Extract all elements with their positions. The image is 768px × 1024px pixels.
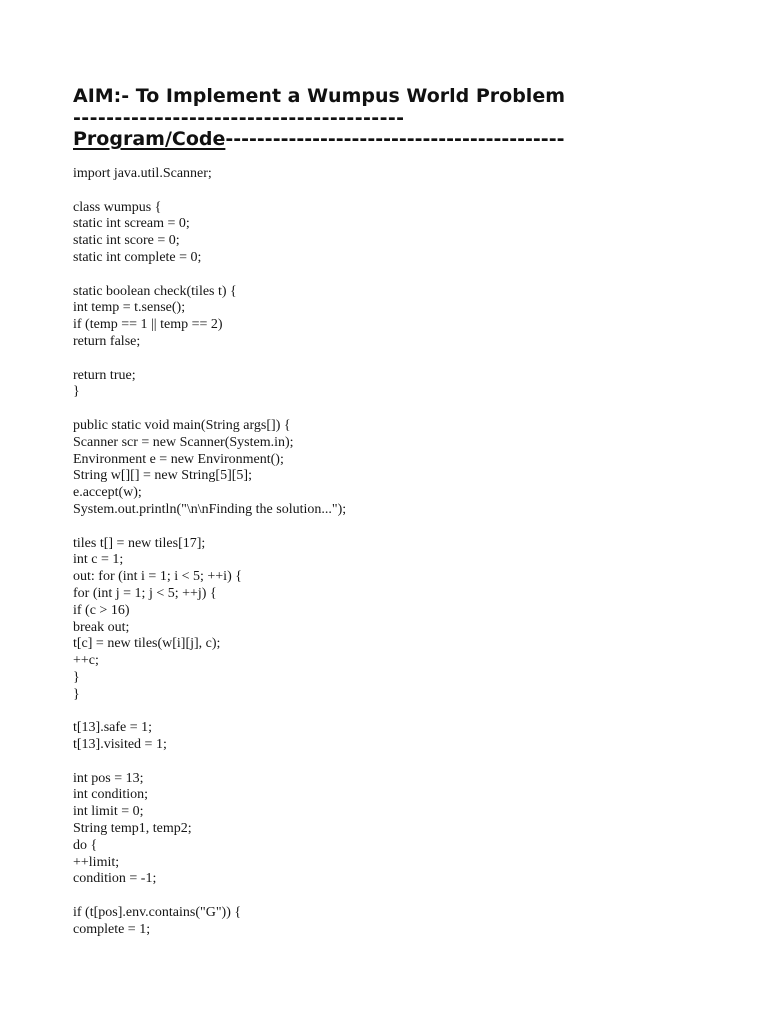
code-line: ++c; — [73, 653, 99, 669]
code-line: return false; — [73, 333, 141, 349]
code-line: out: for (int i = 1; i < 5; ++i) { — [73, 569, 242, 585]
code-line — [73, 267, 346, 284]
code-line: } — [73, 384, 80, 400]
code-line: System.out.println("\n\nFinding the solution..."); — [73, 501, 347, 517]
code-line: import java.util.Scanner; — [73, 166, 212, 181]
code-line: t[13].safe = 1; — [73, 720, 153, 736]
code-line: int temp = t.sense(); — [73, 300, 186, 316]
code-line — [73, 704, 346, 721]
code-line: break out; — [73, 619, 130, 635]
code-line: static boolean check(tiles t) { — [73, 283, 237, 299]
aim-heading: AIM:- To Implement a Wumpus World Problem — [73, 85, 566, 107]
code-line — [73, 888, 346, 905]
program-label: Program/Code — [73, 128, 226, 150]
code-line: Environment e = new Environment(); — [73, 451, 284, 467]
code-line: if (temp == 1 || temp == 2) — [73, 317, 223, 333]
code-line — [73, 754, 346, 771]
code-line: t[c] = new tiles(w[i][j], c); — [73, 636, 221, 652]
code-line: for (int j = 1; j < 5; ++j) { — [73, 585, 217, 601]
code-line: int condition; — [73, 787, 149, 803]
code-line: t[13].visited = 1; — [73, 737, 167, 753]
code-line: complete = 1; — [73, 921, 151, 937]
code-line: do { — [73, 837, 98, 853]
code-line: String w[][] = new String[5][5]; — [73, 468, 252, 484]
code-line — [73, 401, 346, 418]
code-line — [73, 183, 346, 200]
code-line: return true; — [73, 367, 136, 383]
code-line: static int scream = 0; — [73, 216, 190, 232]
code-line: String temp1, temp2; — [73, 821, 192, 837]
program-code-heading — [73, 128, 564, 150]
code-line: condition = -1; — [73, 871, 157, 887]
code-line: tiles t[] = new tiles[17]; — [73, 535, 206, 551]
code-line: if (c > 16) — [73, 602, 130, 618]
code-line: } — [73, 669, 80, 685]
code-block — [73, 166, 346, 939]
code-line: static int score = 0; — [73, 233, 180, 249]
code-line: ++limit; — [73, 854, 120, 870]
code-line: Scanner scr = new Scanner(System.in); — [73, 434, 294, 450]
program-dashes: ------------------------------------------- — [225, 128, 565, 150]
code-line: int pos = 13; — [73, 770, 144, 786]
code-line: if (t[pos].env.contains("G")) { — [73, 905, 242, 921]
code-line: e.accept(w); — [73, 485, 142, 501]
code-line — [73, 519, 346, 536]
code-line: public static void main(String args[]) { — [73, 417, 291, 433]
code-line: class wumpus { — [73, 199, 162, 215]
dash-separator: ---------------------------------------- — [73, 107, 405, 129]
code-line: } — [73, 686, 80, 702]
code-line: static int complete = 0; — [73, 249, 202, 265]
code-line — [73, 351, 346, 368]
code-line: int limit = 0; — [73, 804, 144, 820]
code-line: int c = 1; — [73, 552, 124, 568]
